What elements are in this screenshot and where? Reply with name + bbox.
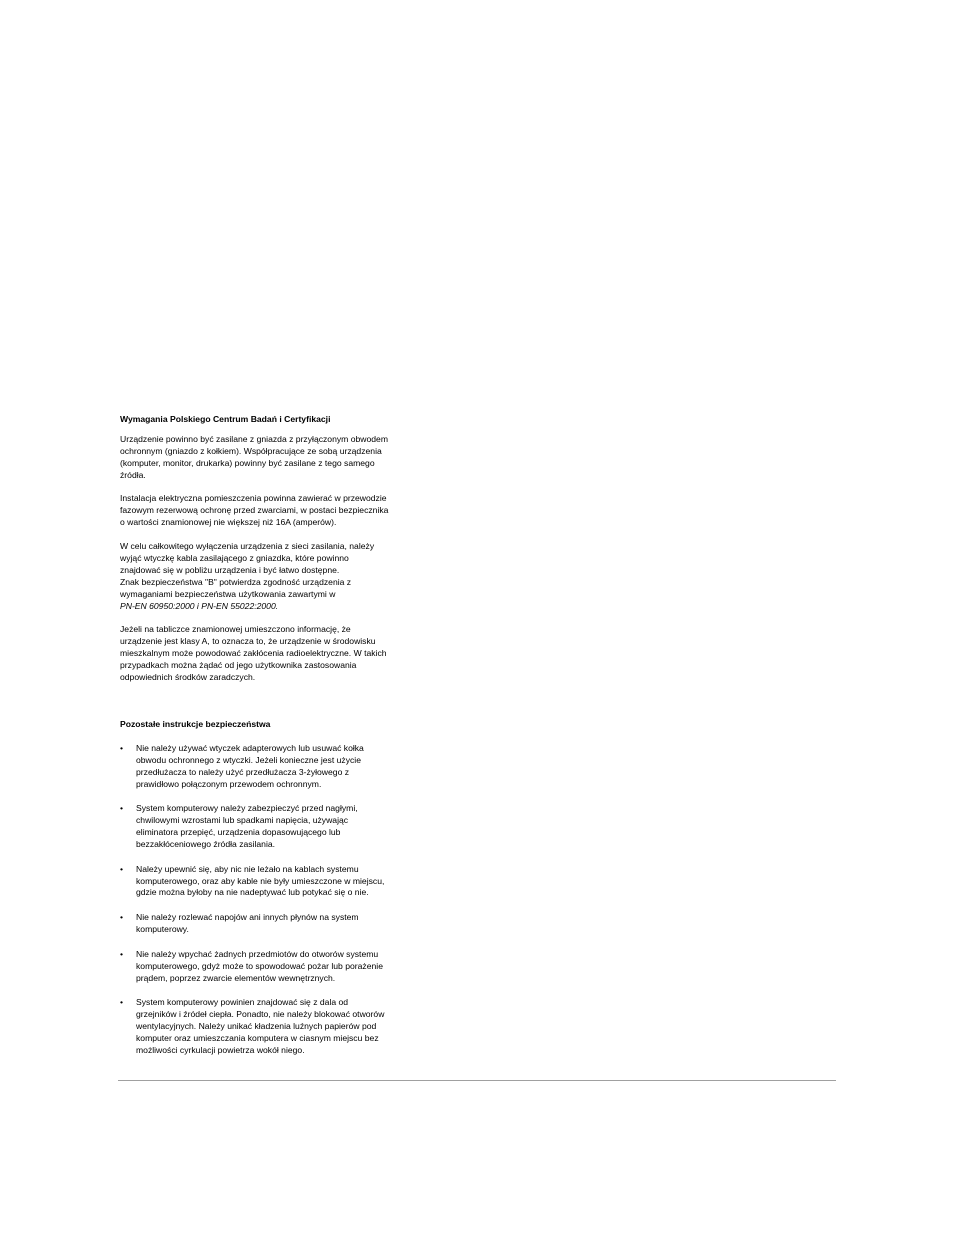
- section-heading-safety: Pozostałe instrukcje bezpieczeństwa: [120, 718, 271, 729]
- bullet-icon: •: [120, 863, 124, 874]
- list-item: [120, 997, 420, 1057]
- list-item-text: Nie należy rozlewać napojów ani innych płynów na system komputerowy.: [136, 912, 359, 935]
- list-item-text: Nie należy używać wtyczek adapterowych lub usuwać kołka obwodu ochronnego z wtyczki. Jeżeli konieczne jest użycie przedłużacza to należy użyć przedłużacza 3-żyłowego z prawidłowo połączonym przewodem ochronnym.: [136, 742, 364, 789]
- paragraph-class-a: Jeżeli na tabliczce znamionowej umieszczono informację, że urządzenie jest klasy A, to oznacza to, że urządzenie w środowisku mieszkalnym może powodować zakłócenia radioelektryczne. W takich przypadkach można żądać od jego użytkownika zastosowania odpowiednich środków zaradczych.: [120, 624, 387, 682]
- document-content: [120, 414, 420, 1070]
- list-item: [120, 912, 420, 936]
- paragraph-disconnection: W celu całkowitego wyłączenia urządzenia z sieci zasilania, należy wyjąć wtyczkę kabla zasilającego z gniazdka, które powinno znajdować się w pobliżu urządzenia i być łatwo dostępne. Znak bezpieczeństwa "B" potwierdza zgodność urządzenia z wymaganiami bezpieczeństwa użytkowania zawartymi w: [120, 541, 375, 599]
- footer-divider: [118, 1080, 836, 1081]
- list-item: [120, 864, 420, 900]
- norms-reference: PN-EN 60950:2000 i PN-EN 55022:2000.: [120, 600, 279, 611]
- paragraph-power-supply: Urządzenie powinno być zasilane z gniazda z przyłączonym obwodem ochronnym (gniazdo z kołkiem). Współpracujące ze sobą urządzenia (komputer, monitor, drukarka) powinny być zasilane z tego samego źródła.: [120, 433, 388, 480]
- list-item-text: System komputerowy należy zabezpieczyć przed nagłymi, chwilowymi wzrostami lub spadkami napięcia, używając eliminatora przepięć, urządzenia dopasowującego lub bezzakłóceniowego źródła zasilania.: [136, 803, 358, 849]
- list-item-text: Nie należy wpychać żadnych przedmiotów do otworów systemu komputerowego, gdyż może to spowodować pożar lub porażenie prądem, poprzez zwarcie elementów wewnętrznych.: [136, 948, 383, 983]
- list-item: [120, 743, 420, 791]
- safety-instructions-list: [120, 743, 420, 1057]
- list-item: [120, 949, 420, 985]
- bullet-icon: •: [120, 912, 124, 923]
- paragraph-electrical-installation: Instalacja elektryczna pomieszczenia powinna zawierać w przewodzie fazowym rezerwową ochronę przed zwarciami, w postaci bezpiecznika o wartości znamionowej nie większej niż 16A (amperów).: [120, 493, 389, 528]
- list-item-text: Należy upewnić się, aby nic nie leżało na kablach systemu komputerowego, oraz aby kable nie były umieszczone w miejscu, gdzie można byłoby na nie nadeptywać lub potykać się o nie.: [136, 863, 385, 898]
- bullet-icon: •: [120, 803, 124, 814]
- list-item-text: System komputerowy powinien znajdować się z dala od grzejników i źródeł ciepła. Ponadto, nie należy blokować otworów wentylacyjnych. Należy unikać kładzenia luźnych papierów pod komputer oraz umieszczania komputera w ciasnym miejscu bez możliwości cyrkulacji powietrza wokół niego.: [136, 997, 385, 1055]
- bullet-icon: •: [120, 997, 124, 1008]
- bullet-icon: •: [120, 742, 124, 753]
- bullet-icon: •: [120, 948, 124, 959]
- list-item: [120, 803, 420, 851]
- section-heading-pcbc: Wymagania Polskiego Centrum Badań i Certyfikacji: [120, 414, 331, 424]
